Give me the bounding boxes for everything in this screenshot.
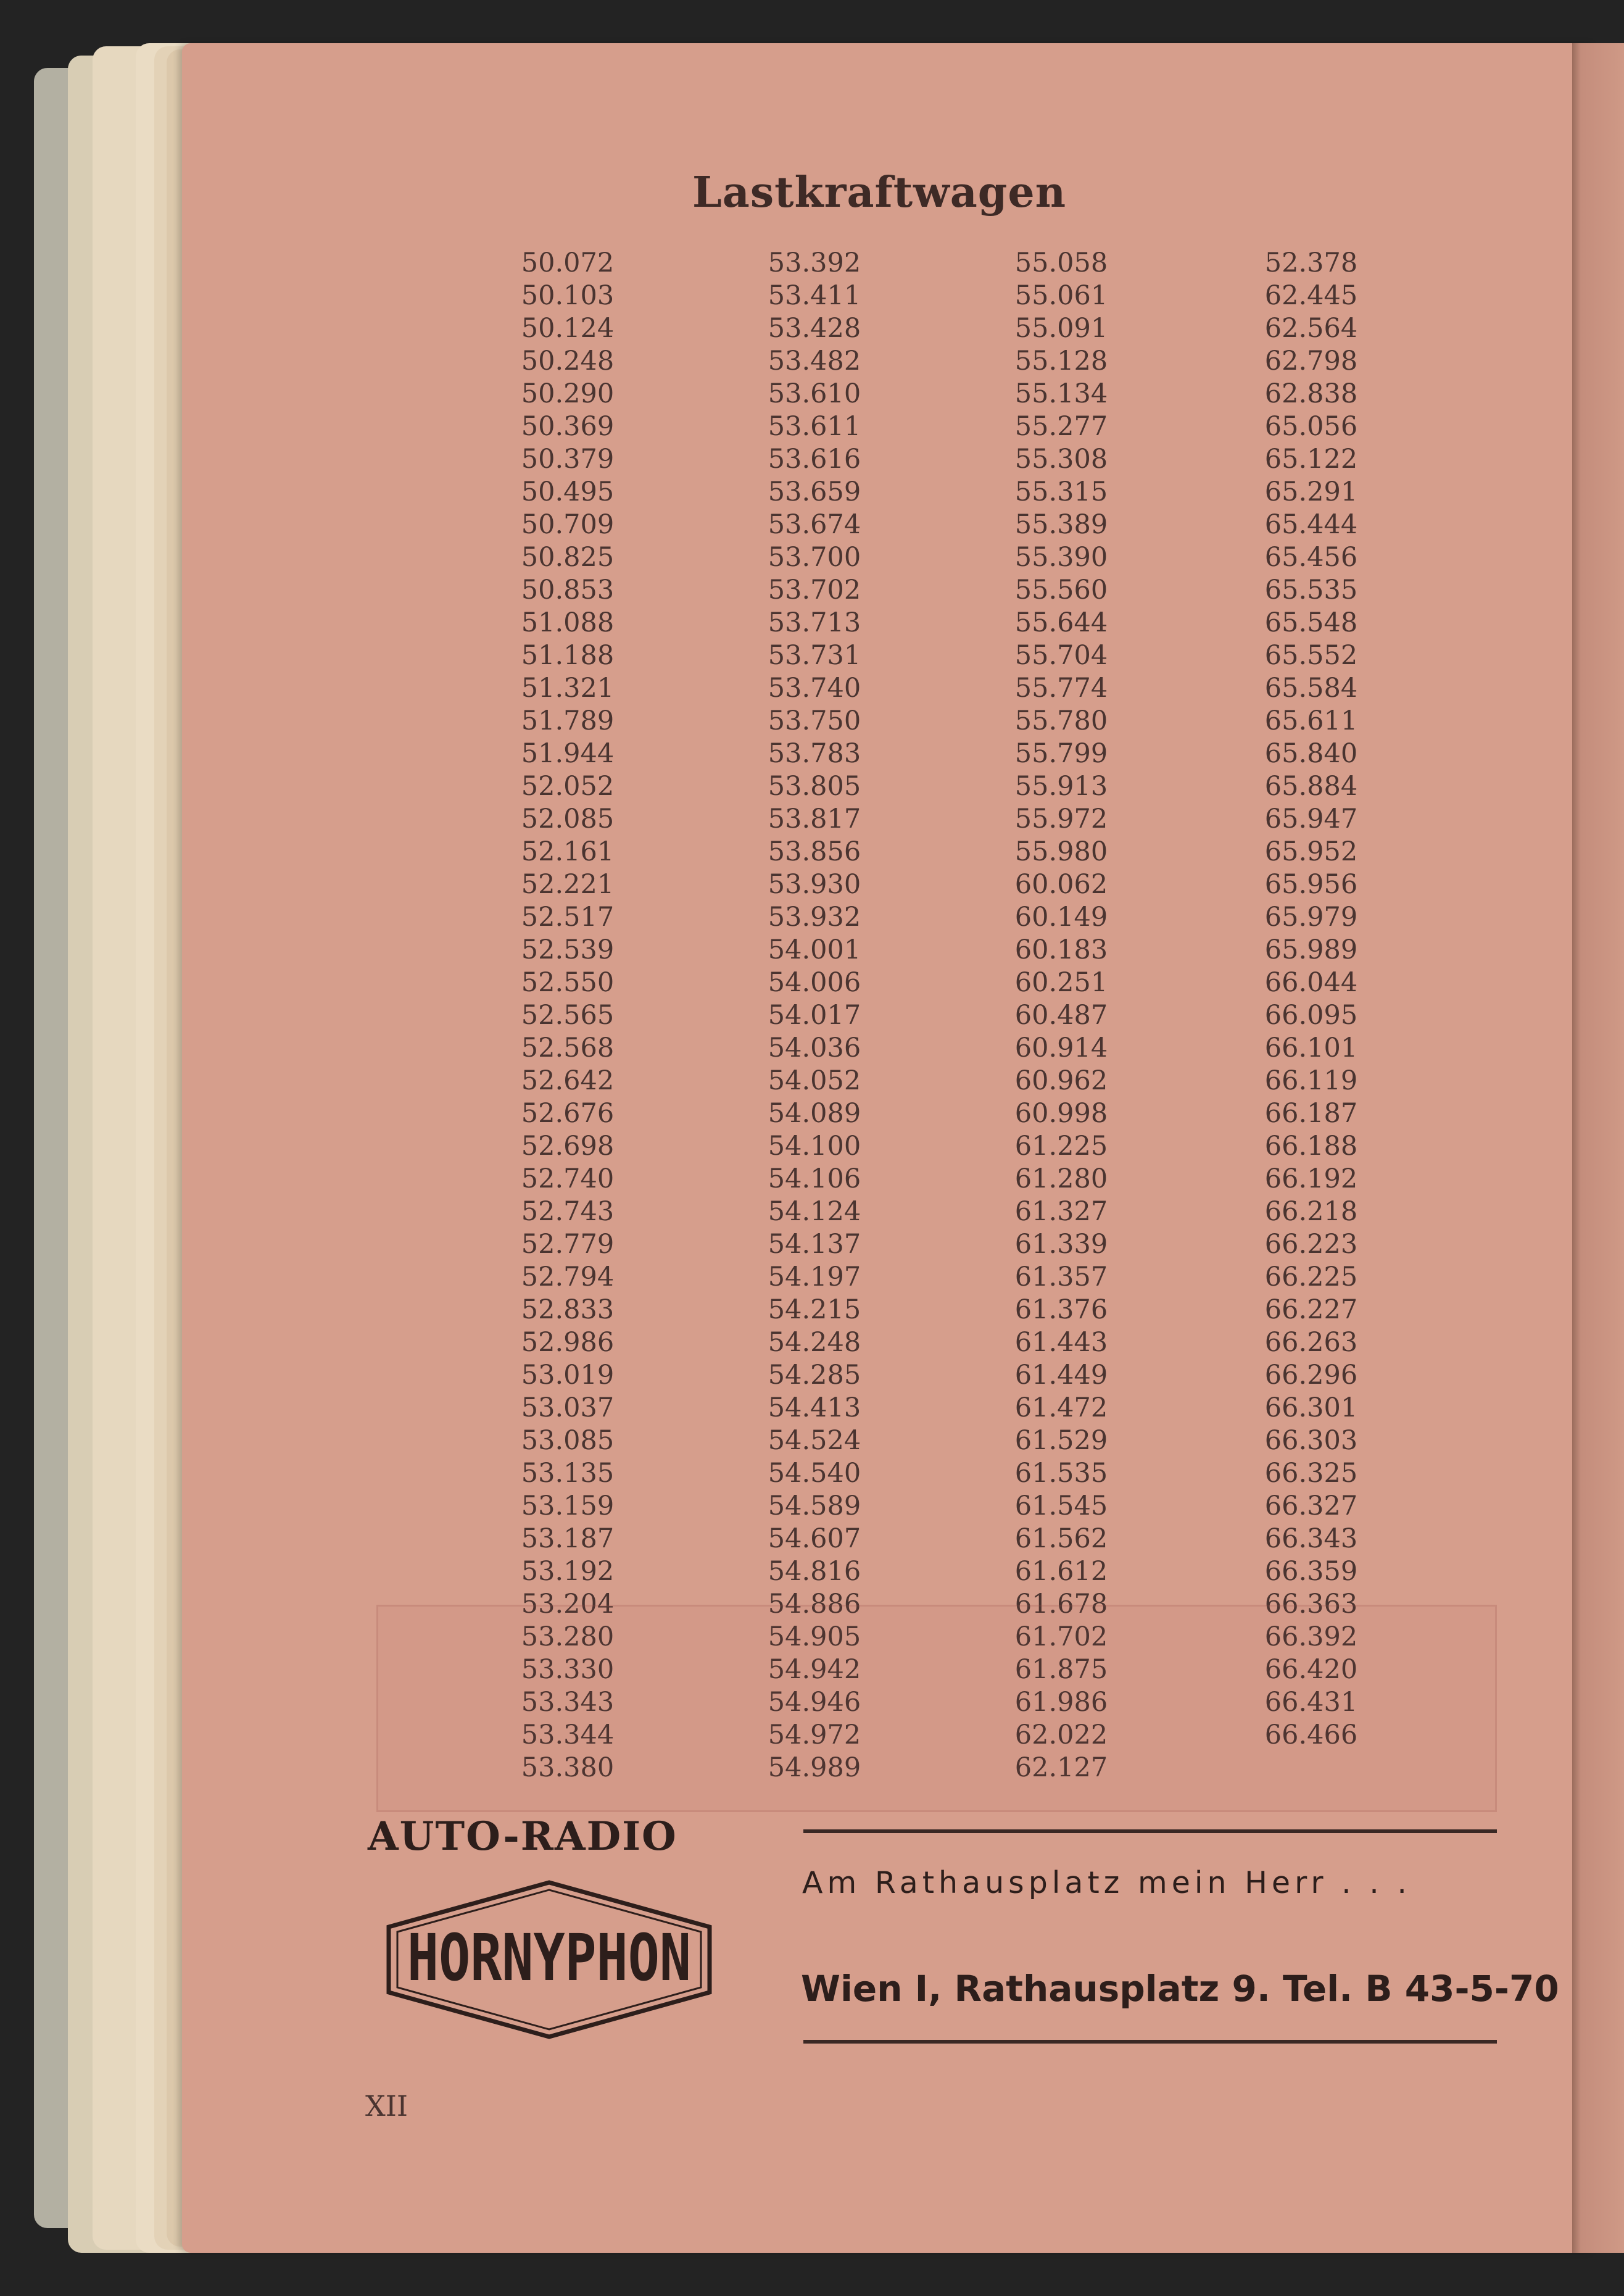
number-entry: 65.291 <box>1264 476 1358 507</box>
show-through-print <box>376 1605 1497 1812</box>
number-entry: 60.183 <box>1014 934 1108 965</box>
advert-rule-top <box>803 1829 1497 1833</box>
number-entry: 53.740 <box>768 673 861 704</box>
number-entry: 55.128 <box>1014 346 1108 376</box>
number-entry: 61.327 <box>1014 1196 1108 1227</box>
number-entry: 53.187 <box>521 1523 615 1554</box>
number-entry: 60.487 <box>1014 1000 1108 1031</box>
number-entry: 54.942 <box>768 1654 861 1685</box>
number-entry: 51.188 <box>521 640 615 671</box>
number-entry: 61.545 <box>1014 1491 1108 1521</box>
number-entry: 52.517 <box>521 902 615 933</box>
number-entry: 53.280 <box>521 1621 615 1652</box>
number-entry: 52.378 <box>1264 247 1358 278</box>
number-entry: 50.495 <box>521 476 615 507</box>
number-entry: 60.914 <box>1014 1033 1108 1063</box>
number-entry: 54.972 <box>768 1720 861 1750</box>
number-entry: 65.947 <box>1264 804 1358 834</box>
number-entry: 50.709 <box>521 509 615 540</box>
number-entry: 53.616 <box>768 444 861 475</box>
number-entry: 54.006 <box>768 967 861 998</box>
number-entry: 54.524 <box>768 1425 861 1456</box>
number-entry: 54.036 <box>768 1033 861 1063</box>
number-entry: 61.280 <box>1014 1163 1108 1194</box>
number-entry: 53.610 <box>768 378 861 409</box>
number-entry: 66.303 <box>1264 1425 1358 1456</box>
number-entry: 52.794 <box>521 1262 615 1292</box>
number-entry: 51.088 <box>521 607 615 638</box>
number-entry: 66.044 <box>1264 967 1358 998</box>
number-entry: 52.986 <box>521 1327 615 1358</box>
number-entry: 66.223 <box>1264 1229 1358 1260</box>
number-entry: 62.798 <box>1264 346 1358 376</box>
number-entry: 52.085 <box>521 804 615 834</box>
number-entry: 66.119 <box>1264 1065 1358 1096</box>
advert-heading: AUTO-RADIO <box>368 1813 677 1860</box>
number-entry: 53.702 <box>768 575 861 605</box>
number-entry: 65.584 <box>1264 673 1358 704</box>
number-entry: 62.445 <box>1264 280 1358 311</box>
number-entry: 65.056 <box>1264 411 1358 442</box>
number-entry: 55.972 <box>1014 804 1108 834</box>
number-entry: 53.674 <box>768 509 861 540</box>
number-entry: 60.998 <box>1014 1098 1108 1129</box>
number-entry: 54.017 <box>768 1000 861 1031</box>
number-entry: 66.301 <box>1264 1392 1358 1423</box>
number-entry: 54.589 <box>768 1491 861 1521</box>
number-entry: 50.103 <box>521 280 615 311</box>
advert-rule-bottom <box>803 2040 1497 2044</box>
number-entry: 61.562 <box>1014 1523 1108 1554</box>
number-entry: 55.799 <box>1014 738 1108 769</box>
number-entry: 50.124 <box>521 313 615 344</box>
number-entry: 50.290 <box>521 378 615 409</box>
number-entry: 55.980 <box>1014 836 1108 867</box>
number-entry: 55.560 <box>1014 575 1108 605</box>
logo-text: HORNYPHON <box>407 1920 691 1995</box>
page-number: XII <box>365 2089 408 2123</box>
number-entry: 65.956 <box>1264 869 1358 900</box>
number-entry: 61.986 <box>1014 1687 1108 1718</box>
number-entry: 52.221 <box>521 869 615 900</box>
number-entry: 61.702 <box>1014 1621 1108 1652</box>
number-entry: 60.962 <box>1014 1065 1108 1096</box>
number-entry: 65.444 <box>1264 509 1358 540</box>
number-column-2 <box>734 247 895 1784</box>
number-entry: 54.124 <box>768 1196 861 1227</box>
number-entry: 52.676 <box>521 1098 615 1129</box>
number-entry: 55.277 <box>1014 411 1108 442</box>
number-entry: 53.428 <box>768 313 861 344</box>
number-entry: 54.001 <box>768 934 861 965</box>
number-entry: 52.740 <box>521 1163 615 1194</box>
number-entry: 65.535 <box>1264 575 1358 605</box>
number-entry: 52.052 <box>521 771 615 802</box>
number-entry: 55.091 <box>1014 313 1108 344</box>
number-entry: 53.659 <box>768 476 861 507</box>
number-entry: 54.540 <box>768 1458 861 1489</box>
number-entry: 52.161 <box>521 836 615 867</box>
number-entry: 53.411 <box>768 280 861 311</box>
number-entry: 52.698 <box>521 1131 615 1162</box>
number-entry: 65.979 <box>1264 902 1358 933</box>
number-entry: 55.780 <box>1014 705 1108 736</box>
number-entry: 66.343 <box>1264 1523 1358 1554</box>
number-entry: 54.946 <box>768 1687 861 1718</box>
number-entry: 53.085 <box>521 1425 615 1456</box>
number-entry: 55.704 <box>1014 640 1108 671</box>
number-entry: 66.327 <box>1264 1491 1358 1521</box>
number-entry: 53.392 <box>768 247 861 278</box>
number-entry: 60.149 <box>1014 902 1108 933</box>
number-entry: 53.204 <box>521 1589 615 1620</box>
number-entry: 66.218 <box>1264 1196 1358 1227</box>
number-entry: 55.134 <box>1014 378 1108 409</box>
number-entry: 66.263 <box>1264 1327 1358 1358</box>
number-entry: 54.413 <box>768 1392 861 1423</box>
number-entry: 53.713 <box>768 607 861 638</box>
number-entry: 55.061 <box>1014 280 1108 311</box>
number-entry: 66.188 <box>1264 1131 1358 1162</box>
number-column-3 <box>981 247 1141 1784</box>
number-entry: 51.789 <box>521 705 615 736</box>
number-entry: 53.856 <box>768 836 861 867</box>
number-entry: 55.390 <box>1014 542 1108 573</box>
number-entry: 66.095 <box>1264 1000 1358 1031</box>
number-entry: 55.913 <box>1014 771 1108 802</box>
number-entry: 54.106 <box>768 1163 861 1194</box>
number-entry: 65.611 <box>1264 705 1358 736</box>
number-entry: 53.482 <box>768 346 861 376</box>
number-entry: 65.552 <box>1264 640 1358 671</box>
number-entry: 53.750 <box>768 705 861 736</box>
number-entry: 52.833 <box>521 1294 615 1325</box>
number-entry: 61.875 <box>1014 1654 1108 1685</box>
number-entry: 66.101 <box>1264 1033 1358 1063</box>
number-entry: 65.122 <box>1264 444 1358 475</box>
number-entry: 52.565 <box>521 1000 615 1031</box>
number-entry: 55.308 <box>1014 444 1108 475</box>
number-entry: 60.251 <box>1014 967 1108 998</box>
number-entry: 53.611 <box>768 411 861 442</box>
number-entry: 52.779 <box>521 1229 615 1260</box>
number-entry: 50.379 <box>521 444 615 475</box>
number-entry: 62.564 <box>1264 313 1358 344</box>
number-entry: 66.363 <box>1264 1589 1358 1620</box>
number-entry: 61.357 <box>1014 1262 1108 1292</box>
number-entry: 66.466 <box>1264 1720 1358 1750</box>
number-entry: 53.805 <box>768 771 861 802</box>
number-entry: 61.612 <box>1014 1556 1108 1587</box>
number-entry: 53.930 <box>768 869 861 900</box>
number-entry: 53.135 <box>521 1458 615 1489</box>
number-entry: 66.192 <box>1264 1163 1358 1194</box>
number-entry: 54.989 <box>768 1752 861 1783</box>
number-entry: 50.369 <box>521 411 615 442</box>
number-entry: 50.248 <box>521 346 615 376</box>
hornyphon-logo <box>364 1876 734 2043</box>
number-entry: 55.058 <box>1014 247 1108 278</box>
number-entry: 61.449 <box>1014 1360 1108 1391</box>
advert-address: Wien I, Rathausplatz 9. Tel. B 43-5-70 <box>801 1968 1559 2010</box>
number-entry: 51.321 <box>521 673 615 704</box>
number-entry: 65.952 <box>1264 836 1358 867</box>
number-entry: 53.380 <box>521 1752 615 1783</box>
number-entry: 66.225 <box>1264 1262 1358 1292</box>
number-entry: 52.743 <box>521 1196 615 1227</box>
number-entry: 55.389 <box>1014 509 1108 540</box>
number-entry: 53.192 <box>521 1556 615 1587</box>
number-entry: 53.700 <box>768 542 861 573</box>
number-entry: 61.339 <box>1014 1229 1108 1260</box>
number-entry: 52.642 <box>521 1065 615 1096</box>
number-entry: 50.825 <box>521 542 615 573</box>
number-entry: 52.539 <box>521 934 615 965</box>
number-entry: 65.456 <box>1264 542 1358 573</box>
number-entry: 55.644 <box>1014 607 1108 638</box>
hornyphon-logo-graphic <box>364 1876 734 2043</box>
number-entry: 53.731 <box>768 640 861 671</box>
number-entry: 51.944 <box>521 738 615 769</box>
number-entry: 61.443 <box>1014 1327 1108 1358</box>
number-entry: 66.296 <box>1264 1360 1358 1391</box>
number-entry: 55.315 <box>1014 476 1108 507</box>
number-entry: 54.052 <box>768 1065 861 1096</box>
number-entry: 54.137 <box>768 1229 861 1260</box>
number-entry: 53.817 <box>768 804 861 834</box>
number-entry: 55.774 <box>1014 673 1108 704</box>
number-entry: 66.359 <box>1264 1556 1358 1587</box>
number-entry: 53.783 <box>768 738 861 769</box>
number-column-4 <box>1231 247 1391 1752</box>
number-entry: 54.816 <box>768 1556 861 1587</box>
number-entry: 54.886 <box>768 1589 861 1620</box>
number-entry: 53.932 <box>768 902 861 933</box>
number-entry: 61.678 <box>1014 1589 1108 1620</box>
number-entry: 66.431 <box>1264 1687 1358 1718</box>
number-entry: 61.535 <box>1014 1458 1108 1489</box>
page-title: Lastkraftwagen <box>692 168 1067 217</box>
number-entry: 53.330 <box>521 1654 615 1685</box>
number-entry: 66.187 <box>1264 1098 1358 1129</box>
number-entry: 61.529 <box>1014 1425 1108 1456</box>
facing-page-edge <box>1572 43 1624 2253</box>
number-entry: 54.607 <box>768 1523 861 1554</box>
number-entry: 61.376 <box>1014 1294 1108 1325</box>
number-entry: 54.100 <box>768 1131 861 1162</box>
number-entry: 60.062 <box>1014 869 1108 900</box>
number-entry: 66.325 <box>1264 1458 1358 1489</box>
number-entry: 53.037 <box>521 1392 615 1423</box>
number-entry: 53.343 <box>521 1687 615 1718</box>
number-entry: 54.285 <box>768 1360 861 1391</box>
number-entry: 52.550 <box>521 967 615 998</box>
number-entry: 50.853 <box>521 575 615 605</box>
number-entry: 61.225 <box>1014 1131 1108 1162</box>
number-entry: 66.392 <box>1264 1621 1358 1652</box>
number-entry: 62.838 <box>1264 378 1358 409</box>
number-entry: 54.215 <box>768 1294 861 1325</box>
number-entry: 66.227 <box>1264 1294 1358 1325</box>
number-entry: 62.022 <box>1014 1720 1108 1750</box>
number-entry: 52.568 <box>521 1033 615 1063</box>
number-entry: 53.019 <box>521 1360 615 1391</box>
number-entry: 65.548 <box>1264 607 1358 638</box>
number-entry: 53.159 <box>521 1491 615 1521</box>
number-entry: 65.840 <box>1264 738 1358 769</box>
number-entry: 66.420 <box>1264 1654 1358 1685</box>
number-entry: 65.989 <box>1264 934 1358 965</box>
number-entry: 54.089 <box>768 1098 861 1129</box>
number-entry: 61.472 <box>1014 1392 1108 1423</box>
number-column-1 <box>487 247 648 1784</box>
number-entry: 50.072 <box>521 247 615 278</box>
number-entry: 65.884 <box>1264 771 1358 802</box>
number-entry: 54.248 <box>768 1327 861 1358</box>
number-entry: 62.127 <box>1014 1752 1108 1783</box>
number-entry: 53.344 <box>521 1720 615 1750</box>
advert-slogan: Am Rathausplatz mein Herr . . . <box>802 1865 1411 1900</box>
number-entry: 54.197 <box>768 1262 861 1292</box>
number-entry: 54.905 <box>768 1621 861 1652</box>
